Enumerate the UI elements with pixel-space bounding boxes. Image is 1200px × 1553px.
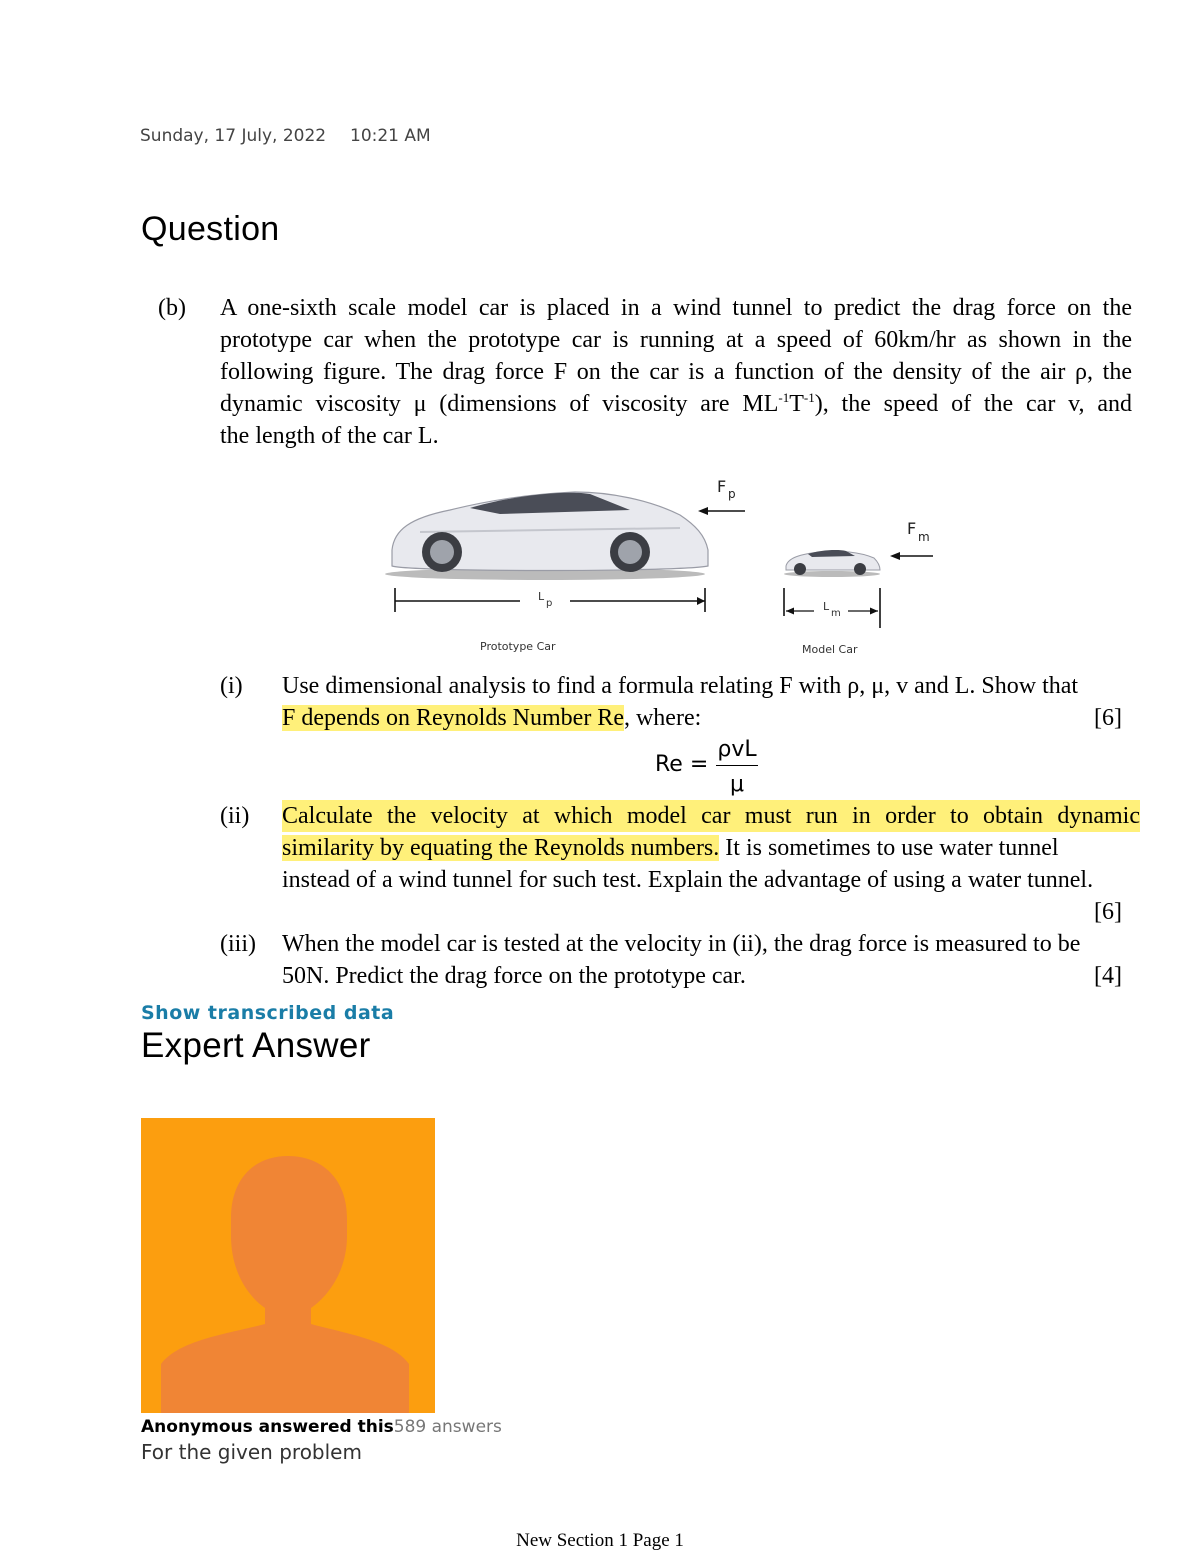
part-b-line-4 xyxy=(220,388,1132,420)
part-ii-highlight-2: similarity by equating the Reynolds numbers. xyxy=(282,835,720,861)
avatar xyxy=(141,1118,435,1413)
fm-subscript: m xyxy=(918,530,930,544)
part-iii-label: (iii) xyxy=(220,931,256,957)
part-ii-text xyxy=(282,800,1140,928)
line4-sup1: -1 xyxy=(778,390,790,405)
part-b-text xyxy=(220,292,1132,452)
part-i-marks: [6] xyxy=(1094,705,1122,731)
line4-post: ), the speed of the car v, and xyxy=(814,391,1132,417)
page-footer: New Section 1 Page 1 xyxy=(516,1530,684,1551)
part-iii-marks: [4] xyxy=(1094,963,1122,989)
part-ii-line-2 xyxy=(282,832,1140,864)
answered-by xyxy=(141,1417,502,1437)
answer-text: For the given problem xyxy=(141,1440,362,1464)
date-text: Sunday, 17 July, 2022 xyxy=(140,126,327,146)
part-iii-line-2-text: 50N. Predict the drag force on the prototype car. xyxy=(282,963,746,989)
lm-label: L xyxy=(823,600,830,613)
lp-label: L xyxy=(538,590,545,603)
line4-sup2: -1 xyxy=(803,390,815,405)
part-ii-line-1 xyxy=(282,800,1140,832)
model-car-caption: Model Car xyxy=(802,643,858,656)
question-heading: Question xyxy=(141,210,280,248)
equation-lhs: Re = xyxy=(655,752,709,777)
prototype-car-caption: Prototype Car xyxy=(480,640,556,653)
show-transcribed-data-link[interactable]: Show transcribed data xyxy=(141,1002,395,1024)
part-i-text xyxy=(282,670,1134,734)
part-ii-line-4 xyxy=(282,896,1140,928)
part-b-label: (b) xyxy=(158,295,186,321)
answer-author: Anonymous answered this xyxy=(141,1417,394,1437)
part-ii-marks: [6] xyxy=(1094,899,1122,925)
lm-subscript: m xyxy=(831,608,841,619)
part-b-line-3: following figure. The drag force F on the car is a function of the density of the air ρ, the xyxy=(220,359,1132,385)
line4-pre: dynamic viscosity μ (dimensions of viscosity are ML xyxy=(220,391,779,417)
fp-subscript: p xyxy=(728,487,736,501)
car-figure xyxy=(380,470,960,660)
time-text: 10:21 AM xyxy=(350,126,431,146)
person-silhouette-icon xyxy=(141,1118,435,1413)
part-b-line-2: prototype car when the prototype car is running at a speed of 60km/hr as shown in the xyxy=(220,327,1132,353)
equation-denominator: μ xyxy=(730,772,744,797)
part-b-line-5: the length of the car L. xyxy=(220,423,439,449)
equation-numerator: ρvL xyxy=(716,735,758,766)
answer-count: 589 answers xyxy=(393,1417,502,1437)
fm-label: F xyxy=(907,519,917,538)
part-ii-label: (ii) xyxy=(220,803,250,829)
fp-label: F xyxy=(717,477,727,496)
model-car-image xyxy=(784,550,880,577)
prototype-car-image xyxy=(385,492,708,580)
lp-subscript: p xyxy=(546,598,553,609)
line4-mid: T xyxy=(789,391,804,417)
part-i-highlight: F depends on Reynolds Number Re xyxy=(282,705,624,731)
part-i-line-2-rest: , where: xyxy=(623,705,702,731)
part-ii-highlight-1: Calculate the velocity at which model car must run in order to obtain dynamic xyxy=(282,800,1140,832)
part-i-line-1: Use dimensional analysis to find a formula relating F with ρ, μ, v and L. Show that xyxy=(282,673,1079,699)
part-iii-line-1: When the model car is tested at the velocity in (ii), the drag force is measured to be xyxy=(282,931,1081,957)
expert-answer-heading: Expert Answer xyxy=(141,1026,371,1065)
part-i-line-2 xyxy=(282,702,1134,734)
part-ii-line-2-rest: It is sometimes to use water tunnel xyxy=(719,835,1059,861)
part-ii-line-3: instead of a wind tunnel for such test. Explain the advantage of using a water tunnel. xyxy=(282,867,1094,893)
part-iii-line-2 xyxy=(282,960,1134,992)
part-b-line-1: A one-sixth scale model car is placed in a wind tunnel to predict the drag force on the xyxy=(220,295,1132,321)
part-i-label: (i) xyxy=(220,673,243,699)
part-iii-text xyxy=(282,928,1134,992)
